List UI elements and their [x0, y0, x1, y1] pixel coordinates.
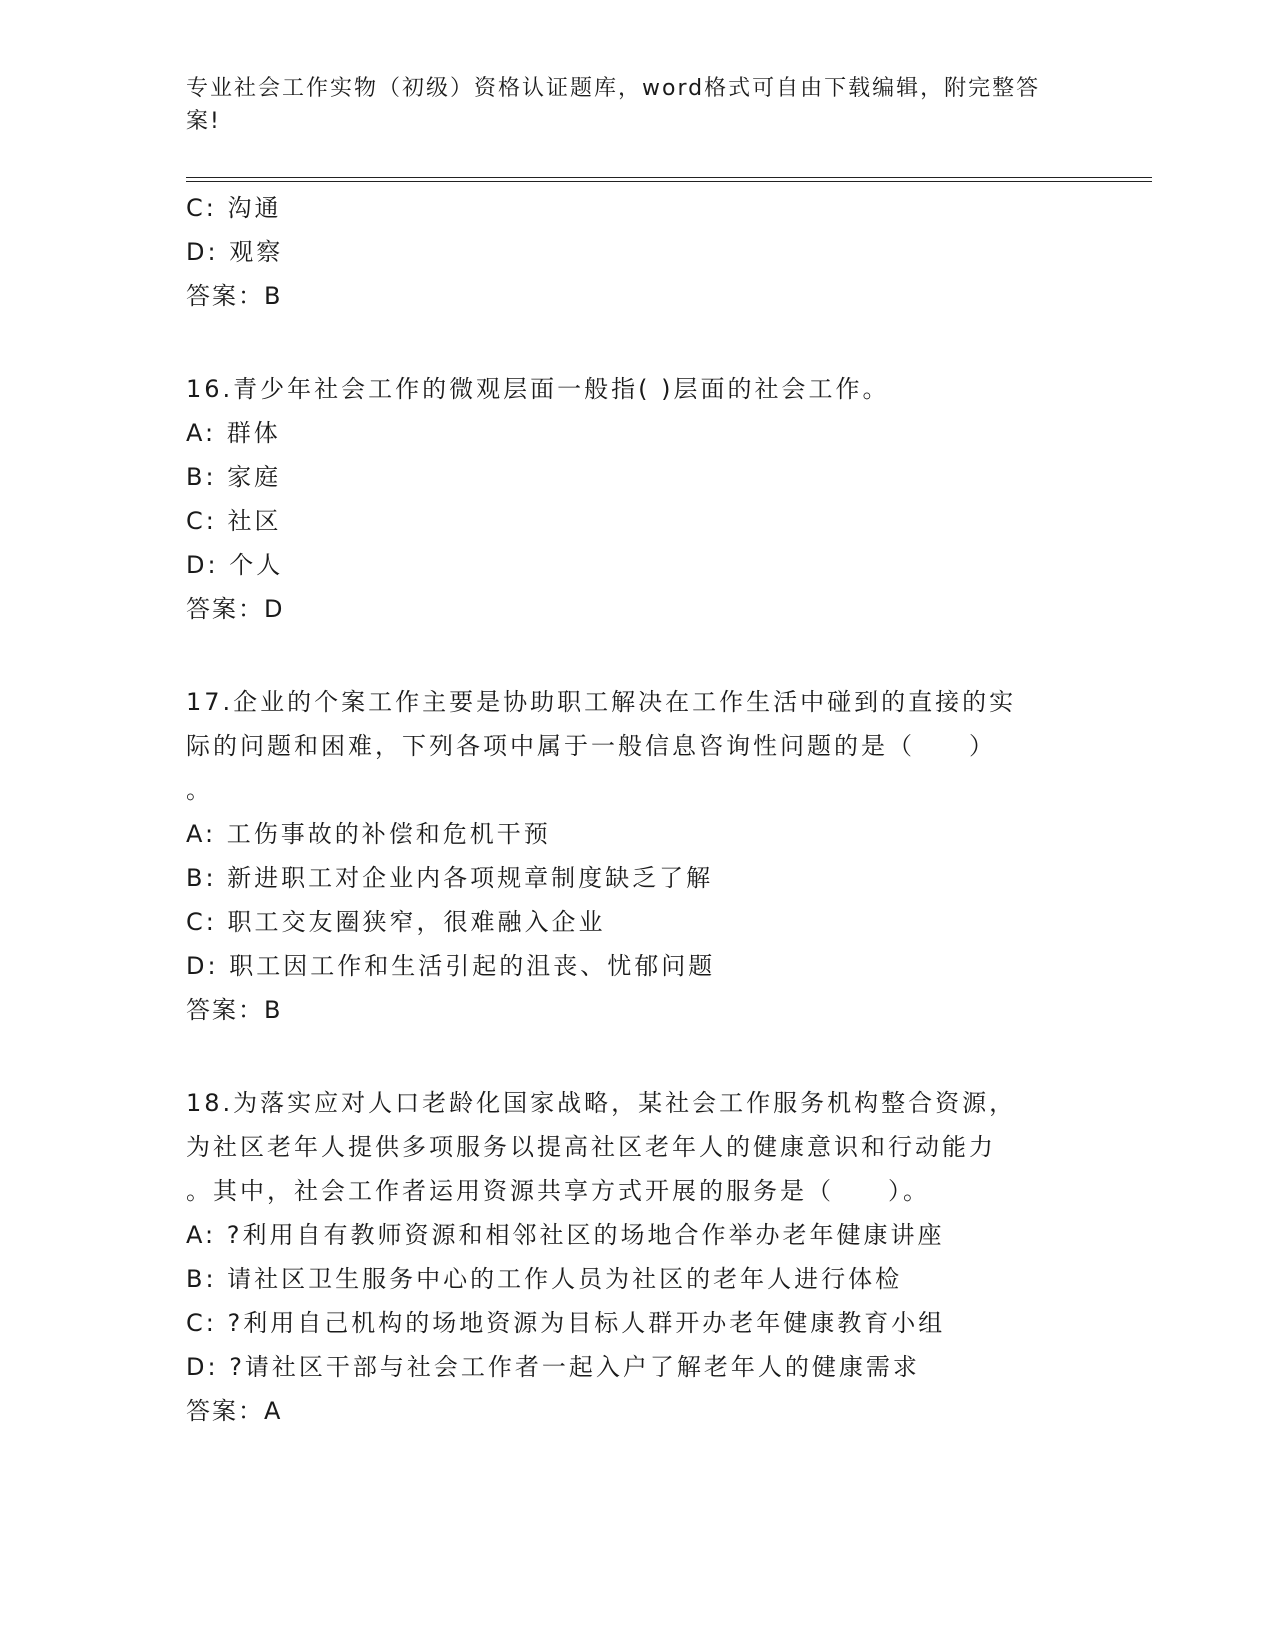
q18-stem-line-1: 18.为落实应对人口老龄化国家战略，某社会工作服务机构整合资源， [186, 1089, 1017, 1117]
q18-option-d: D: ?请社区干部与社会工作者一起入户了解老年人的健康需求 [186, 1353, 920, 1381]
q17-answer: 答案：B [186, 996, 283, 1024]
header-line-1: 专业社会工作实物（初级）资格认证题库，word格式可自由下载编辑，附完整答 [186, 76, 1041, 101]
q17-stem-line-1: 17.企业的个案工作主要是协助职工解决在工作生活中碰到的直接的实 [186, 688, 1017, 716]
q18-option-b: B: 请社区卫生服务中心的工作人员为社区的老年人进行体检 [186, 1265, 903, 1293]
header-line-2: 案! [186, 109, 221, 134]
q16-answer: 答案：D [186, 595, 285, 623]
q16-option-c: C: 社区 [186, 507, 282, 535]
q17-option-b: B: 新进职工对企业内各项规章制度缺乏了解 [186, 864, 714, 892]
q17-stem-line-2: 际的问题和困难，下列各项中属于一般信息咨询性问题的是（ ） [186, 732, 996, 760]
q15-option-c: C: 沟通 [186, 194, 282, 222]
q18-option-c: C: ?利用自己机构的场地资源为目标人群开办老年健康教育小组 [186, 1309, 946, 1337]
q17-option-a: A: 工伤事故的补偿和危机干预 [186, 820, 551, 848]
q17-stem-line-3: 。 [186, 776, 213, 804]
q15-option-d: D: 观察 [186, 238, 284, 266]
q16-option-b: B: 家庭 [186, 463, 282, 491]
header-divider-top [186, 177, 1152, 178]
q16-option-d: D: 个人 [186, 551, 284, 579]
q18-stem-line-2: 为社区老年人提供多项服务以提高社区老年人的健康意识和行动能力 [186, 1133, 996, 1161]
q16-option-a: A: 群体 [186, 419, 281, 447]
q18-option-a: A: ?利用自有教师资源和相邻社区的场地合作举办老年健康讲座 [186, 1221, 945, 1249]
q18-stem-line-3: 。其中，社会工作者运用资源共享方式开展的服务是（ ）。 [186, 1177, 930, 1205]
q17-option-c: C: 职工交友圈狭窄，很难融入企业 [186, 908, 606, 936]
q15-answer: 答案：B [186, 282, 283, 310]
page-header [186, 72, 1066, 138]
header-divider-bottom [186, 181, 1152, 182]
q18-answer: 答案：A [186, 1397, 283, 1425]
q16-stem: 16.青少年社会工作的微观层面一般指( )层面的社会工作。 [186, 375, 890, 403]
q17-option-d: D: 职工因工作和生活引起的沮丧、忧郁问题 [186, 952, 716, 980]
